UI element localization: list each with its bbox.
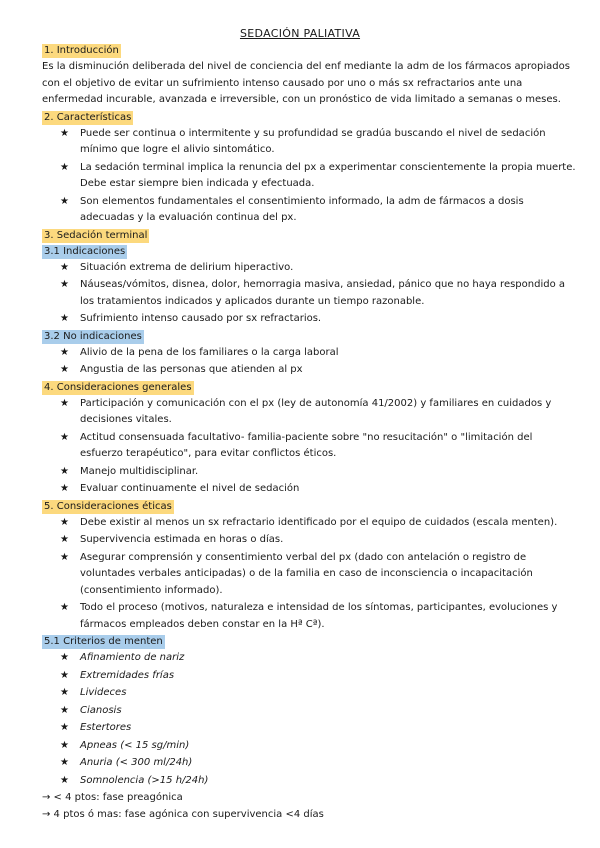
star-bullet-icon: ★ [60, 161, 69, 173]
list-item: ★ Puede ser continua o intermitente y su profundidad se gradúa buscando el nivel de sedación mínimo que logre el alivio sintomático. [60, 127, 546, 155]
star-bullet-icon: ★ [60, 279, 69, 290]
star-bullet-icon: ★ [60, 397, 69, 409]
star-bullet-icon: ★ [60, 127, 69, 139]
heading-caracteristicas: 2. Características [44, 111, 132, 123]
no-indicaciones-list [42, 345, 578, 379]
list-item: ★ Debe existir al menos un sx refractario identificado por el equipo de cuidados (escala menten). [42, 515, 578, 532]
consideraciones-generales-list [42, 396, 578, 498]
note-preagonica: → < 4 ptos: fase preagónica [42, 792, 183, 803]
star-bullet-icon: ★ [60, 551, 69, 563]
list-item: ★ Extremidades frías [42, 668, 578, 685]
indicaciones-list [42, 260, 578, 328]
list-item: ★ Anuria (< 300 ml/24h) [42, 755, 578, 772]
consideraciones-eticas-list [42, 515, 578, 634]
list-item: ★ Situación extrema de delirium hiperactivo. [42, 260, 578, 277]
list-item: ★ La sedación terminal implica la renuncia del px a experimentar conscientemente la propia muerte. Debe estar siempre bien indicada y efectuada. [60, 161, 576, 189]
heading-consideraciones-eticas: 5. Consideraciones éticas [44, 500, 172, 512]
star-bullet-icon: ★ [60, 313, 69, 324]
star-bullet-icon: ★ [60, 346, 69, 358]
note-agonica: → 4 ptos ó mas: fase agónica con supervivencia <4 días [42, 808, 324, 820]
star-bullet-icon: ★ [60, 669, 69, 681]
criterios-menten-list [42, 650, 578, 789]
list-item: ★ Afinamiento de nariz [42, 650, 578, 667]
star-bullet-icon: ★ [60, 704, 69, 716]
star-bullet-icon: ★ [60, 774, 69, 786]
list-item: ★ Somnolencia (>15 h/24h) [42, 773, 578, 790]
list-item: ★ Manejo multidisciplinar. [42, 464, 578, 481]
list-item: ★ Evaluar continuamente el nivel de sedación [42, 481, 578, 498]
heading-introduccion: 1. Introducción [44, 45, 119, 56]
star-bullet-icon: ★ [60, 757, 69, 768]
star-bullet-icon: ★ [60, 195, 69, 207]
list-item: ★ Asegurar comprensión y consentimiento verbal del px (dado con antelación o registro de voluntades verbales anticipadas) o de la familia en caso de inconsciencia o incapacitación (consentimiento informado). [60, 551, 533, 596]
list-item: ★ Náuseas/vómitos, disnea, dolor, hemorragia masiva, ansiedad, pánico que no haya respondido a los tratamientos indicados y aplicados durante un tiempo razonable. [60, 279, 566, 307]
list-item: ★ Apneas (< 15 sg/min) [42, 738, 578, 755]
star-bullet-icon: ★ [60, 431, 69, 443]
heading-no-indicaciones: 3.2 No indicaciones [44, 330, 142, 342]
page-title: SEDACIÓN PALIATIVA [239, 27, 361, 40]
list-item: ★ Participación y comunicación con el px (ley de autonomía 41/2002) y familiares en cuidados y decisiones vitales. [60, 397, 552, 425]
star-bullet-icon: ★ [60, 534, 69, 545]
intro-paragraph: Es la disminución deliberada del nivel de conciencia del enf mediante la adm de los fármacos apropiados con el objetivo de evitar un sufrimiento intenso causado por uno o más sx refractarios ante una enfermedad incurable, avanzada e irreversible, con un pronóstico de vida limitado a semanas o meses. [42, 61, 570, 105]
star-bullet-icon: ★ [60, 516, 69, 528]
star-bullet-icon: ★ [60, 652, 69, 663]
star-bullet-icon: ★ [60, 602, 69, 613]
list-item: ★ Alivio de la pena de los familiares o la carga laboral [42, 345, 578, 362]
list-item: ★ Todo el proceso (motivos, naturaleza e intensidad de los síntomas, participantes, evoluciones y fármacos empleados deben constar en la Hª Cª). [60, 602, 558, 630]
list-item: ★ Angustia de las personas que atienden al px [42, 362, 578, 379]
list-item: ★ Supervivencia estimada en horas o días. [42, 532, 578, 549]
star-bullet-icon: ★ [60, 483, 69, 494]
heading-sedacion-terminal: 3. Sedación terminal [44, 229, 148, 241]
star-bullet-icon: ★ [60, 739, 69, 751]
star-bullet-icon: ★ [60, 687, 69, 698]
heading-indicaciones: 3.1 Indicaciones [44, 245, 126, 257]
star-bullet-icon: ★ [60, 465, 69, 477]
star-bullet-icon: ★ [60, 261, 69, 273]
list-item: ★ Actitud consensuada facultativo- familia-paciente sobre "no resucitación" o "limitación del esfuerzo terapéutico", para evitar conflictos éticos. [60, 431, 533, 459]
heading-consideraciones-generales: 4. Consideraciones generales [44, 381, 192, 393]
caracteristicas-list [42, 126, 578, 227]
list-item: ★ Estertores [42, 720, 578, 737]
list-item: ★ Sufrimiento intenso causado por sx refractarios. [42, 311, 578, 328]
list-item: ★ Livideces [42, 685, 578, 702]
heading-criterios-menten: 5.1 Criterios de menten [44, 636, 163, 647]
star-bullet-icon: ★ [60, 722, 69, 733]
list-item: ★ Cianosis [42, 703, 578, 720]
star-bullet-icon: ★ [60, 364, 69, 375]
list-item: ★ Son elementos fundamentales el consentimiento informado, la adm de fármacos a dosis adecuadas y la evaluación continua del px. [60, 195, 524, 223]
